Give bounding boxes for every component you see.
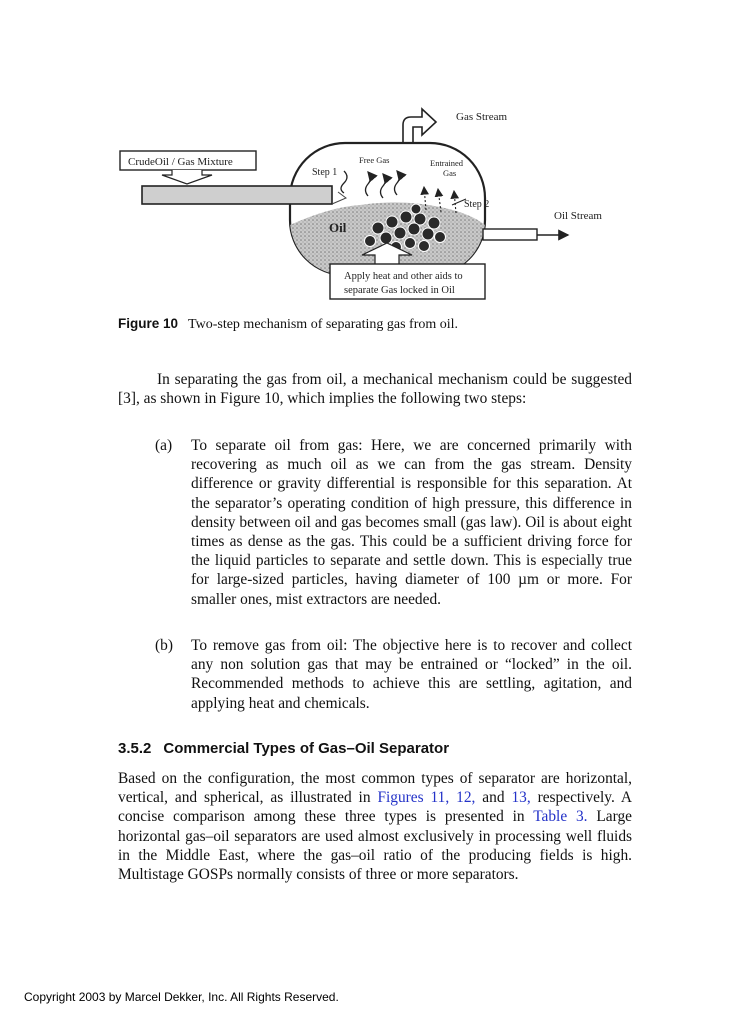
list-item bbox=[155, 636, 632, 713]
paragraph-separator-types bbox=[118, 769, 632, 884]
oil-label: Oil bbox=[329, 220, 347, 235]
step2-label: Step 2 bbox=[464, 199, 490, 210]
heat-label-line1: Apply heat and other aids to bbox=[344, 271, 463, 282]
copyright-footer: Copyright 2003 by Marcel Dekker, Inc. All Rights Reserved. bbox=[24, 990, 339, 1004]
section-title: Commercial Types of Gas–Oil Separator bbox=[163, 740, 450, 757]
figure-caption-label: Figure 10 bbox=[118, 316, 179, 331]
section-heading bbox=[118, 740, 449, 757]
separator-diagram bbox=[100, 95, 620, 310]
section-number: 3.5.2 bbox=[118, 740, 152, 757]
table3-link[interactable]: Table 3. bbox=[533, 808, 588, 826]
entrained-gas-label: Gas bbox=[443, 168, 457, 178]
oil-outlet-pipe bbox=[483, 229, 537, 240]
figure-caption bbox=[118, 316, 458, 333]
mixture-down-arrow bbox=[162, 170, 212, 184]
paragraph-intro: In separating the gas from oil, a mechanical mechanism could be suggested [3], as shown in Figure 10, which implies the following two steps: bbox=[118, 371, 632, 408]
para2-text-2: and bbox=[475, 789, 512, 807]
mixture-label: CrudeOil / Gas Mixture bbox=[128, 156, 233, 168]
para2-text-3: respectively. A concise comparison among these three types is presented in bbox=[118, 789, 632, 826]
heat-label-line2: separate Gas locked in Oil bbox=[344, 285, 455, 296]
list-item-label: (b) bbox=[155, 637, 173, 654]
gas-outlet-arrow bbox=[403, 109, 436, 145]
para2-text-4: Large horizontal gas–oil separators are used almost exclusively in processing well fluids in the Middle East, where the gas–oil ratio of the producing fields is high. Multistage GOSPs normally consists of three or more separators. bbox=[118, 808, 632, 884]
step1-label: Step 1 bbox=[312, 167, 338, 178]
list-item-text: To separate oil from gas: Here, we are concerned primarily with recovering as much oil as we can from the gas stream. Density difference or gravity differential is responsible for this separation. At the separator’s operating condition of high pressure, this difference in density between oil and gas becomes small (gas law). Oil is about eight times as dense as the gas. This could be a sufficient driving force for the liquid particles to separate and settle down. This is especially true for large-sized particles, having diameter of 100 µm or more. For smaller ones, mist extractors are needed. bbox=[191, 437, 632, 608]
inlet-pipe bbox=[142, 186, 332, 204]
list-item-label: (a) bbox=[155, 437, 173, 454]
free-gas-label: Free Gas bbox=[359, 155, 390, 165]
figure-caption-text: Two-step mechanism of separating gas from oil. bbox=[188, 317, 459, 332]
entrained-label: Entrained bbox=[430, 158, 464, 168]
figures-link[interactable]: Figures 11, 12, bbox=[377, 789, 476, 807]
para2-text-1: Based on the configuration, the most common types of separator are horizontal, vertical, and spherical, as illustrated in bbox=[118, 770, 632, 807]
oil-stream-label: Oil Stream bbox=[554, 210, 602, 222]
list-item bbox=[155, 436, 632, 609]
gas-stream-label: Gas Stream bbox=[456, 111, 508, 123]
figure13-link[interactable]: 13, bbox=[511, 789, 531, 807]
list-item-text: To remove gas from oil: The objective here is to recover and collect any non solution gas that may be entrained or “locked” in the oil. Recommended methods to achieve this are settling, agitation, and applying heat and chemicals. bbox=[191, 637, 632, 712]
